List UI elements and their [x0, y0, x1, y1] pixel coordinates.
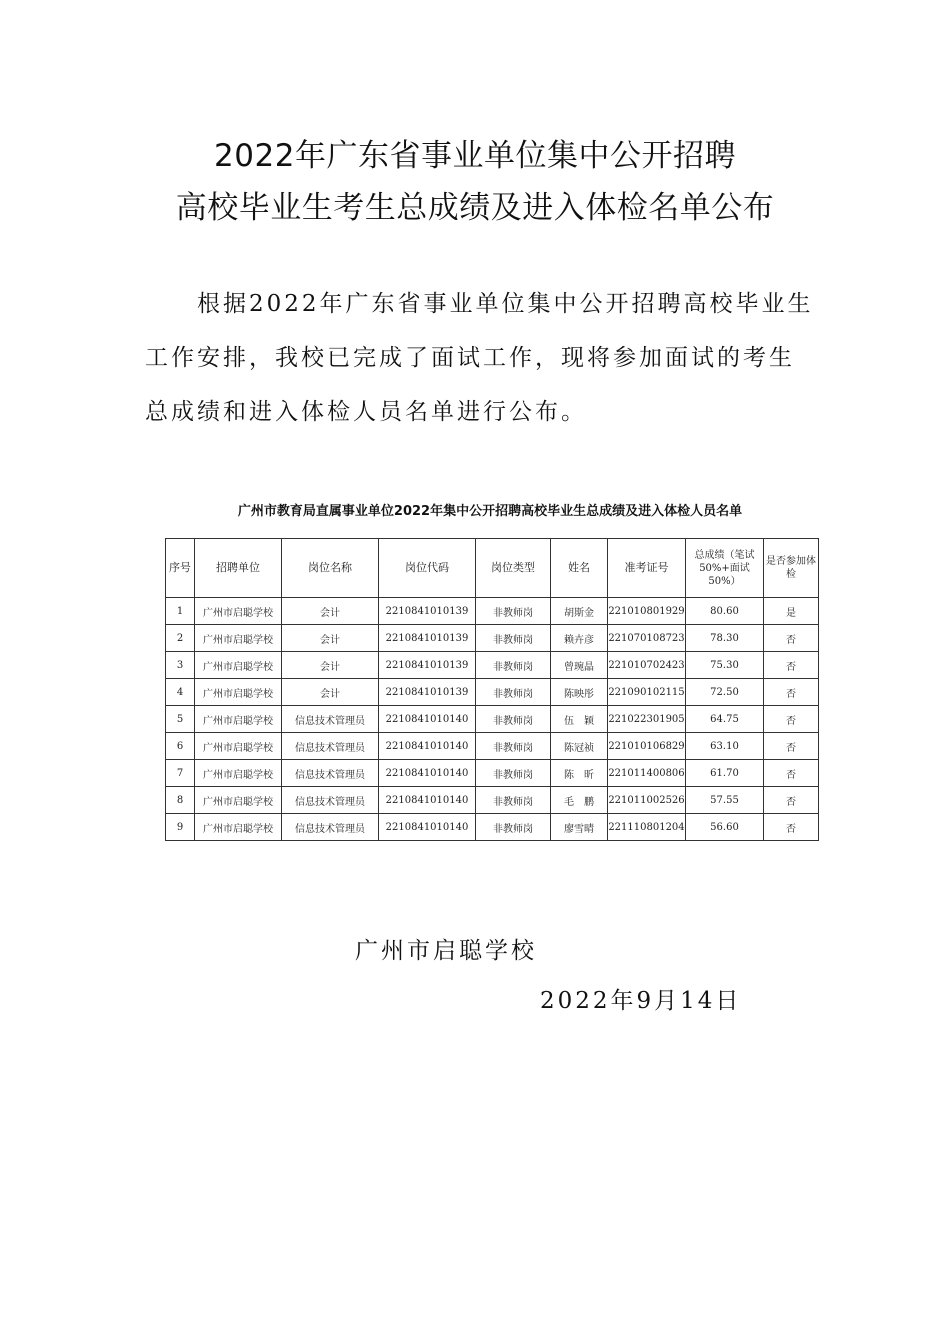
document-title-line1: 2022年广东省事业单位集中公开招聘: [214, 138, 736, 174]
cell-physical-exam: 否: [764, 625, 819, 652]
table-row: [166, 598, 819, 625]
cell-position-code: 2210841010139: [379, 652, 476, 679]
cell-position-type: 非教师岗: [476, 760, 551, 787]
cell-unit: 广州市启聪学校: [195, 652, 282, 679]
cell-seq: 4: [166, 679, 195, 706]
cell-position-type: 非教师岗: [476, 787, 551, 814]
table-row: [166, 652, 819, 679]
cell-name: 赖卉彦: [551, 625, 608, 652]
cell-total-score: 72.50: [686, 679, 764, 706]
cell-position-code: 2210841010140: [379, 814, 476, 841]
signature-date: 2022年9月14日: [540, 988, 742, 1014]
cell-unit: 广州市启聪学校: [195, 760, 282, 787]
cell-position: 信息技术管理员: [282, 706, 379, 733]
cell-unit: 广州市启聪学校: [195, 787, 282, 814]
cell-position-code: 2210841010139: [379, 598, 476, 625]
cell-exam-id: 221010801929: [608, 598, 686, 625]
cell-seq: 8: [166, 787, 195, 814]
cell-physical-exam: 否: [764, 679, 819, 706]
cell-position-code: 2210841010140: [379, 760, 476, 787]
cell-physical-exam: 是: [764, 598, 819, 625]
cell-name: 陈冠祯: [551, 733, 608, 760]
table-row: [166, 814, 819, 841]
cell-name: 陈 昕: [551, 760, 608, 787]
cell-physical-exam: 否: [764, 652, 819, 679]
cell-position-type: 非教师岗: [476, 652, 551, 679]
cell-exam-id: 221110801204: [608, 814, 686, 841]
cell-unit: 广州市启聪学校: [195, 625, 282, 652]
cell-seq: 6: [166, 733, 195, 760]
table-body: [166, 598, 819, 841]
intro-paragraph: 根据2022年广东省事业单位集中公开招聘高校毕业生工作安排，我校已完成了面试工作，现将参加面试的考生总成绩和进入体检人员名单进行公布。: [145, 291, 814, 425]
header-physical-exam: 是否参加体检: [764, 539, 819, 598]
table-row: [166, 733, 819, 760]
cell-position: 信息技术管理员: [282, 787, 379, 814]
cell-position-code: 2210841010139: [379, 679, 476, 706]
table-row: [166, 706, 819, 733]
cell-position-code: 2210841010140: [379, 787, 476, 814]
cell-exam-id: 221070108723: [608, 625, 686, 652]
table-header-row: [166, 539, 819, 598]
cell-physical-exam: 否: [764, 760, 819, 787]
cell-exam-id: 221010106829: [608, 733, 686, 760]
cell-position: 会计: [282, 652, 379, 679]
table-row: [166, 679, 819, 706]
header-name: 姓名: [551, 539, 608, 598]
header-position-type: 岗位类型: [476, 539, 551, 598]
cell-position: 信息技术管理员: [282, 814, 379, 841]
cell-position-type: 非教师岗: [476, 706, 551, 733]
cell-exam-id: 221022301905: [608, 706, 686, 733]
cell-position-type: 非教师岗: [476, 679, 551, 706]
table-row: [166, 625, 819, 652]
cell-unit: 广州市启聪学校: [195, 814, 282, 841]
cell-position-code: 2210841010140: [379, 733, 476, 760]
header-position: 岗位名称: [282, 539, 379, 598]
cell-name: 伍 颖: [551, 706, 608, 733]
cell-total-score: 61.70: [686, 760, 764, 787]
header-unit: 招聘单位: [195, 539, 282, 598]
cell-unit: 广州市启聪学校: [195, 679, 282, 706]
cell-seq: 3: [166, 652, 195, 679]
results-table: [165, 538, 819, 841]
cell-position-code: 2210841010140: [379, 706, 476, 733]
cell-position: 信息技术管理员: [282, 760, 379, 787]
cell-exam-id: 221010702423: [608, 652, 686, 679]
cell-total-score: 63.10: [686, 733, 764, 760]
header-position-code: 岗位代码: [379, 539, 476, 598]
cell-position-type: 非教师岗: [476, 625, 551, 652]
cell-unit: 广州市启聪学校: [195, 706, 282, 733]
header-total-score: 总成绩（笔试50%+面试50%）: [686, 539, 764, 598]
cell-name: 陈映彤: [551, 679, 608, 706]
cell-name: 廖雪晴: [551, 814, 608, 841]
cell-name: 毛 鹏: [551, 787, 608, 814]
cell-exam-id: 221011002526: [608, 787, 686, 814]
cell-unit: 广州市启聪学校: [195, 598, 282, 625]
table-title: 广州市教育局直属事业单位2022年集中公开招聘高校毕业生总成绩及进入体检人员名单: [237, 504, 743, 519]
cell-physical-exam: 否: [764, 706, 819, 733]
cell-exam-id: 221011400806: [608, 760, 686, 787]
cell-seq: 5: [166, 706, 195, 733]
cell-total-score: 78.30: [686, 625, 764, 652]
cell-position: 会计: [282, 598, 379, 625]
cell-physical-exam: 否: [764, 787, 819, 814]
cell-position-type: 非教师岗: [476, 733, 551, 760]
header-exam-id: 准考证号: [608, 539, 686, 598]
cell-total-score: 80.60: [686, 598, 764, 625]
cell-exam-id: 221090102115: [608, 679, 686, 706]
table-row: [166, 787, 819, 814]
cell-physical-exam: 否: [764, 733, 819, 760]
signature-school: 广州市启聪学校: [355, 938, 537, 964]
cell-position: 信息技术管理员: [282, 733, 379, 760]
cell-unit: 广州市启聪学校: [195, 733, 282, 760]
document-title-line2: 高校毕业生考生总成绩及进入体检名单公布: [175, 190, 775, 226]
cell-physical-exam: 否: [764, 814, 819, 841]
cell-total-score: 57.55: [686, 787, 764, 814]
cell-position: 会计: [282, 625, 379, 652]
cell-name: 胡斯金: [551, 598, 608, 625]
cell-position-code: 2210841010139: [379, 625, 476, 652]
cell-position-type: 非教师岗: [476, 814, 551, 841]
cell-position-type: 非教师岗: [476, 598, 551, 625]
cell-seq: 9: [166, 814, 195, 841]
header-seq: 序号: [166, 539, 195, 598]
cell-seq: 7: [166, 760, 195, 787]
cell-seq: 2: [166, 625, 195, 652]
cell-name: 曾琬晶: [551, 652, 608, 679]
cell-total-score: 64.75: [686, 706, 764, 733]
cell-total-score: 56.60: [686, 814, 764, 841]
cell-total-score: 75.30: [686, 652, 764, 679]
cell-seq: 1: [166, 598, 195, 625]
table-row: [166, 760, 819, 787]
cell-position: 会计: [282, 679, 379, 706]
